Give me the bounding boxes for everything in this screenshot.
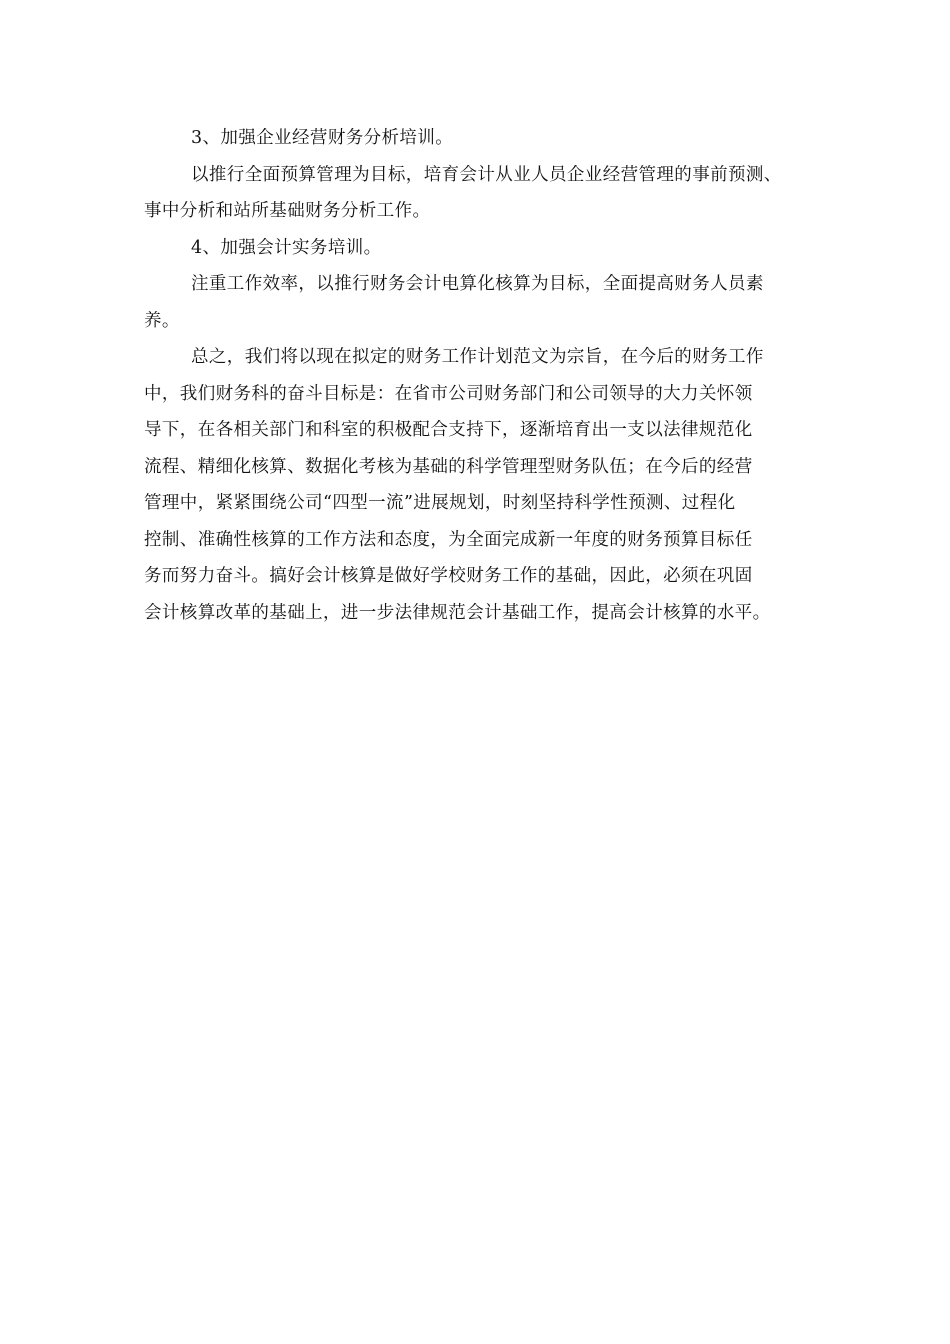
paragraph-line: 务而努力奋斗。搞好会计核算是做好学校财务工作的基础，因此，必须在巩固 — [144, 566, 753, 586]
paragraph-line: 总之，我们将以现在拟定的财务工作计划范文为宗旨，在今后的财务工作 — [191, 347, 764, 367]
paragraph-line: 养。 — [144, 310, 180, 331]
section-heading-4: 4、加强会计实务培训。 — [191, 237, 382, 258]
paragraph-line: 导下，在各相关部门和科室的积极配合支持下，逐渐培育出一支以法律规范化 — [144, 420, 753, 440]
paragraph-line: 控制、准确性核算的工作方法和态度，为全面完成新一年度的财务预算目标任 — [144, 529, 753, 550]
paragraph-line: 管理中，紧紧围绕公司“四型一流”进展规划，时刻坚持科学性预测、过程化 — [144, 493, 736, 513]
paragraph-line: 注重工作效率，以推行财务会计电算化核算为目标，全面提高财务人员素 — [191, 274, 764, 294]
paragraph-line: 中，我们财务科的奋斗目标是：在省市公司财务部门和公司领导的大力关怀领 — [144, 383, 753, 404]
section-heading-3: 3、加强企业经营财务分析培训。 — [191, 128, 454, 148]
paragraph-line: 事中分析和站所基础财务分析工作。 — [144, 201, 431, 221]
paragraph-line: 以推行全面预算管理为目标，培育会计从业人员企业经营管理的事前预测、 — [191, 164, 782, 185]
document-body — [144, 120, 824, 631]
paragraph-line: 会计核算改革的基础上，进一步法律规范会计基础工作，提高会计核算的水平。 — [144, 602, 771, 623]
paragraph-line: 流程、精细化核算、数据化考核为基础的科学管理型财务队伍；在今后的经营 — [144, 456, 753, 477]
